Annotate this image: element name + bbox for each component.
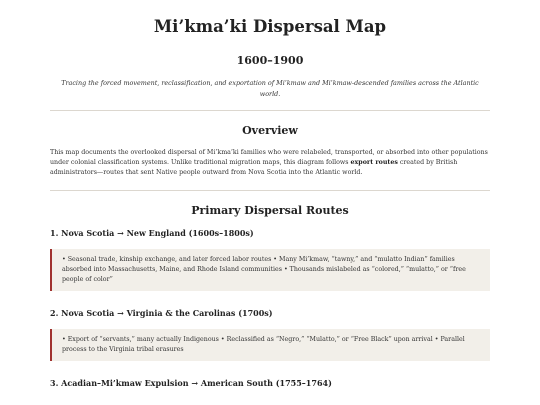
overview-paragraph	[50, 148, 490, 178]
page-title: Mi’kma’ki Dispersal Map	[153, 17, 387, 36]
section-divider	[50, 190, 490, 191]
route-title-3: 3. Acadian–Mi’kmaw Expulsion → American South (1755–1764)	[50, 378, 332, 388]
overview-emphasis: export routes	[350, 159, 398, 166]
route-details-2: • Export of “servants,” many actually Indigenous • Reclassified as “Negro,” “Mulatto,” or “Free Black” upon arrival • Parallel process to the Virginia tribal erasures	[50, 329, 490, 361]
overview-text-start: This map documents the overlooked dispersal of Mi’kma’ki families who were relabeled, transported, or absorbed into other populations under colonial classification systems. Unlike traditional migration maps, this diagram follows	[50, 149, 488, 166]
section-divider	[50, 110, 490, 111]
document-page	[50, 0, 490, 389]
tagline: Tracing the forced movement, reclassification, and exportation of Mi’kmaw and Mi’kmaw-descended families across the Atlantic world.	[61, 79, 479, 98]
route-details-1: • Seasonal trade, kinship exchange, and later forced labor routes • Many Mi’kmaw, “tawny,” and “mulatto Indian” families absorbed into Massachusetts, Maine, and Rhode Island communities • Thousands mislabeled as “colored,” “mulatto,” or “free people of color”	[50, 249, 490, 291]
period-subtitle: 1600–1900	[236, 54, 304, 67]
overview-text-end: created by British administrators—routes that sent Native people outward from Nova Scotia into the Atlantic world.	[50, 159, 458, 176]
routes-heading: Primary Dispersal Routes	[191, 204, 349, 217]
route-title-2: 2. Nova Scotia → Virginia & the Carolinas (1700s)	[50, 308, 273, 318]
overview-heading: Overview	[242, 124, 298, 137]
route-title-1: 1. Nova Scotia → New England (1600s–1800s)	[50, 228, 254, 238]
